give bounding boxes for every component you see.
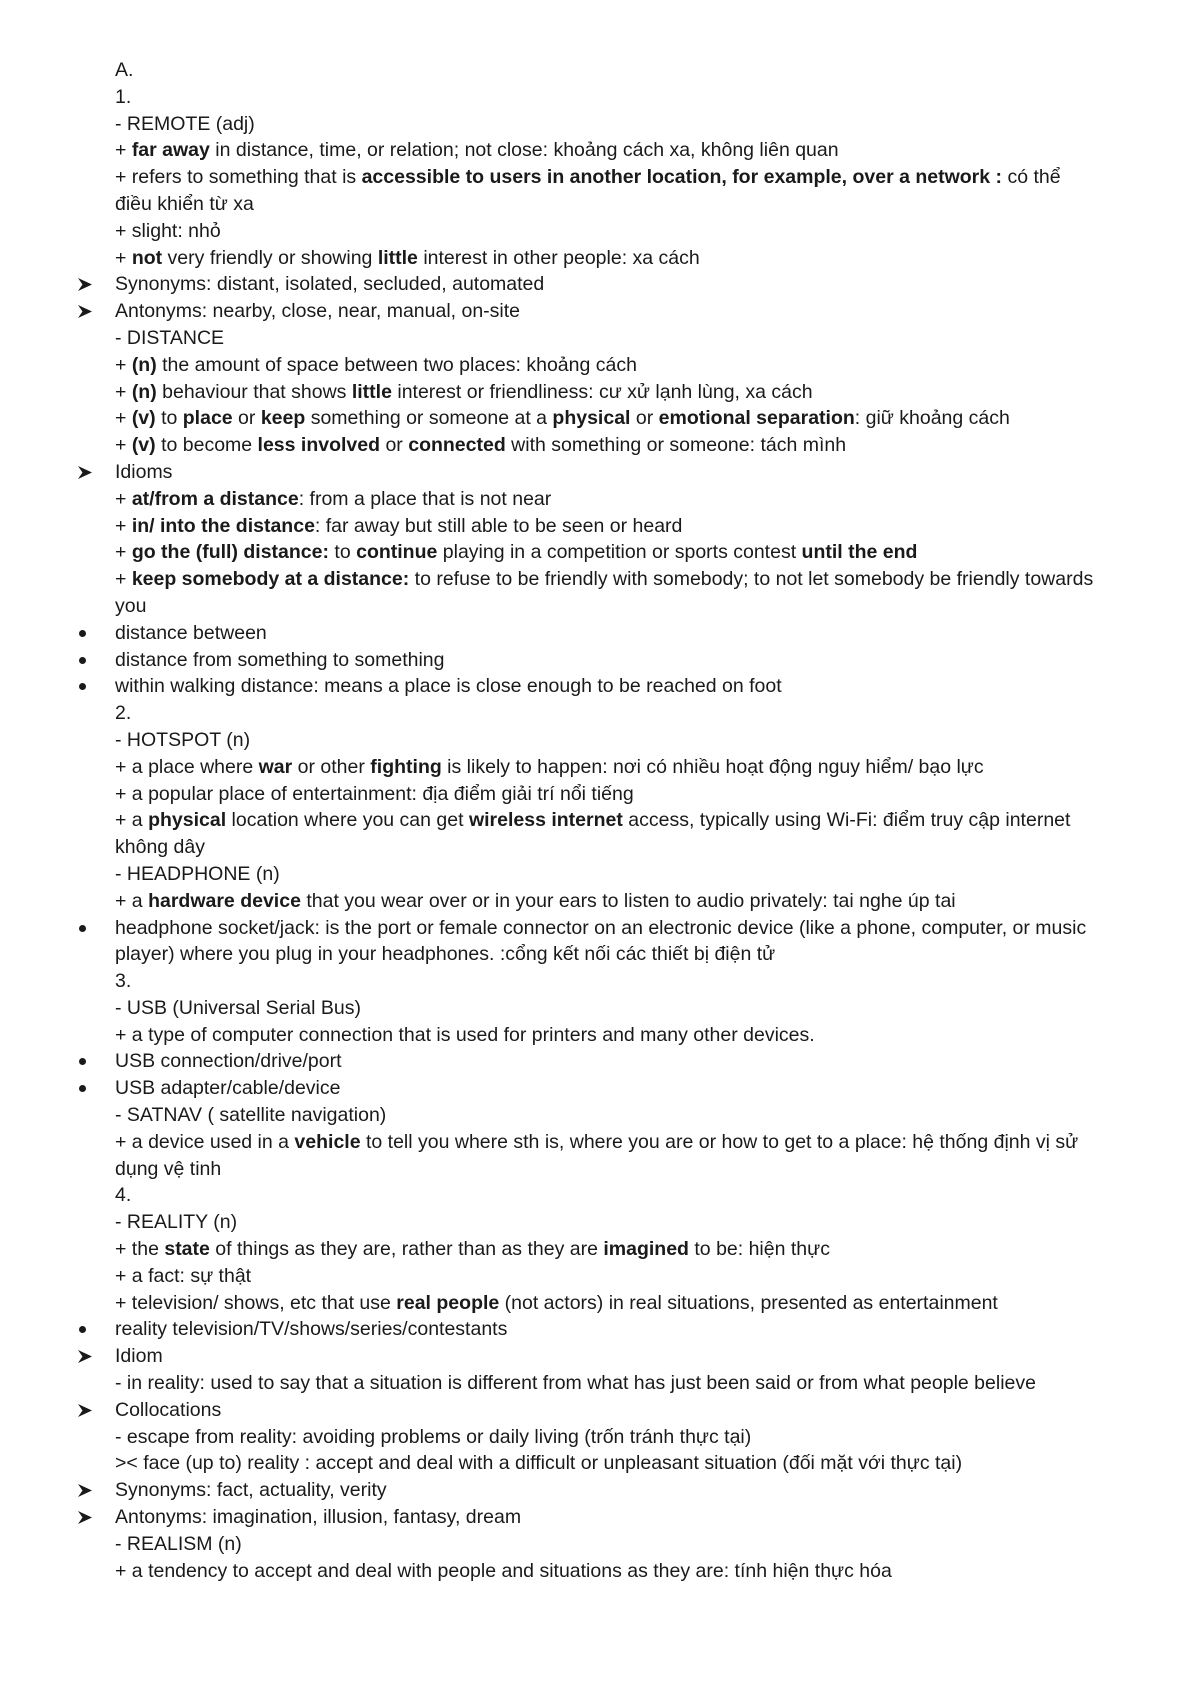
bold-text: far away (131, 139, 210, 162)
text-run: USB connection/drive/port (115, 1050, 342, 1073)
text-line (0, 1290, 1200, 1317)
text-run: to become (155, 434, 258, 457)
text-run: + the (115, 1238, 165, 1261)
bold-text: continue (356, 541, 438, 564)
text-run: in distance, time, or relation; not close: khoảng cách xa, không liên quan (209, 139, 839, 162)
text-line (0, 137, 1200, 164)
text-line (0, 84, 1200, 111)
text-run: - SATNAV ( satellite navigation) (115, 1104, 387, 1127)
arrow-list-item (0, 1397, 1200, 1424)
bold-text: at/from a distance (131, 487, 299, 510)
bold-text: imagined (603, 1238, 689, 1261)
text-run: interest or friendliness: cư xử lạnh lùng, xa cách (391, 380, 813, 403)
text-run: + refers to something that is (115, 166, 362, 189)
text-run: that you wear over or in your ears to listen to audio privately: tai nghe úp tai (300, 889, 956, 912)
bold-text: (v) (131, 434, 156, 457)
text-line (0, 781, 1200, 808)
bullet-list-item (0, 1075, 1200, 1102)
text-line (0, 1263, 1200, 1290)
text-line (0, 700, 1200, 727)
bold-text: hardware device (148, 889, 301, 912)
text-run: + a (115, 889, 149, 912)
text-run: with something or someone: tách mình (505, 434, 847, 457)
text-run: 1. (115, 85, 132, 108)
text-run: or (630, 407, 659, 430)
text-run: - REMOTE (adj) (115, 112, 255, 135)
text-line (0, 968, 1200, 995)
text-line (0, 727, 1200, 754)
text-run: 4. (115, 1184, 132, 1207)
text-line (0, 1209, 1200, 1236)
text-run: distance between (115, 621, 267, 644)
text-run: - escape from reality: avoiding problems or daily living (trốn tránh thực tại) (115, 1425, 752, 1448)
arrow-list-item (0, 298, 1200, 325)
text-run: : giữ khoảng cách (854, 407, 1010, 430)
text-run: or (232, 407, 261, 430)
bold-text: less involved (257, 434, 381, 457)
text-run: Collocations (115, 1398, 222, 1421)
text-run: playing in a competition or sports contest (437, 541, 802, 564)
text-run: + television/ shows, etc that use (115, 1291, 397, 1314)
bold-text: keep (260, 407, 306, 430)
bold-text: accessible to users in another location, for example, over a network : (361, 166, 1003, 189)
bullet-list-item (0, 1048, 1200, 1075)
bold-text: vehicle (294, 1130, 361, 1153)
text-run: to (328, 541, 357, 564)
bold-text: connected (408, 434, 506, 457)
text-run: Idiom (115, 1345, 163, 1368)
bold-text: real people (396, 1291, 500, 1314)
text-run: is likely to happen: nơi có nhiều hoạt động nguy hiểm/ bạo lực (441, 755, 984, 778)
text-run: to be: hiện thực (688, 1238, 830, 1261)
text-line (0, 1450, 1200, 1477)
text-line (0, 1236, 1200, 1263)
text-run: - DISTANCE (115, 326, 225, 349)
bold-text: physical (552, 407, 631, 430)
text-run: + slight: nhỏ (115, 219, 221, 242)
text-run: : far away but still able to be seen or heard (314, 514, 683, 537)
bold-text: (n) (131, 380, 157, 403)
text-line (0, 1370, 1200, 1397)
text-run: very friendly or showing (162, 246, 378, 269)
text-line (0, 57, 1200, 84)
text-run: - REALISM (n) (115, 1532, 242, 1555)
text-run: + (115, 487, 132, 510)
text-line (0, 1531, 1200, 1558)
text-line (0, 513, 1200, 540)
bold-text: emotional separation (658, 407, 855, 430)
text-run: 2. (115, 702, 132, 725)
text-run: something or someone at a (305, 407, 553, 430)
text-run: + (115, 407, 132, 430)
text-run: - HOTSPOT (n) (115, 728, 251, 751)
text-line (0, 1424, 1200, 1451)
bold-text: in/ into the distance (131, 514, 315, 537)
text-run: + (115, 434, 132, 457)
text-run: 3. (115, 970, 132, 993)
text-run: + (115, 246, 132, 269)
text-run: Synonyms: distant, isolated, secluded, automated (115, 273, 545, 296)
text-run: to refuse to be friendly with somebody; to not let somebody be friendly towards you (115, 568, 1094, 617)
text-line (0, 1022, 1200, 1049)
bold-text: (v) (131, 407, 156, 430)
text-run: + (115, 353, 132, 376)
arrow-list-item (0, 1343, 1200, 1370)
bold-text: little (351, 380, 392, 403)
text-run: - REALITY (n) (115, 1211, 238, 1234)
text-run: : from a place that is not near (298, 487, 552, 510)
bold-text: wireless internet (468, 809, 623, 832)
text-run: - HEADPHONE (n) (115, 862, 280, 885)
bold-text: (n) (131, 353, 157, 376)
text-line (0, 888, 1200, 915)
text-run: + a fact: sự thật (115, 1264, 252, 1287)
text-run: có thể điều khiển từ xa (115, 166, 1061, 215)
bullet-list-item (0, 915, 1200, 969)
text-run: - USB (Universal Serial Bus) (115, 996, 361, 1019)
text-line (0, 245, 1200, 272)
text-run: of things as they are, rather than as they are (209, 1238, 604, 1261)
text-line (0, 352, 1200, 379)
bold-text: state (164, 1238, 210, 1261)
text-run: interest in other people: xa cách (417, 246, 700, 269)
text-run: within walking distance: means a place is close enough to be reached on foot (115, 675, 782, 698)
text-line (0, 325, 1200, 352)
text-run: + (115, 139, 132, 162)
text-run: distance from something to something (115, 648, 445, 671)
text-run: A. (115, 59, 134, 81)
arrow-list-item (0, 271, 1200, 298)
text-line (0, 164, 1200, 218)
text-run: Synonyms: fact, actuality, verity (115, 1479, 387, 1502)
bold-text: until the end (801, 541, 918, 564)
text-run: the amount of space between two places: khoảng cách (156, 353, 637, 376)
text-line (0, 995, 1200, 1022)
bullet-list-item (0, 673, 1200, 700)
arrow-list-item (0, 1504, 1200, 1531)
text-line (0, 486, 1200, 513)
bold-text: war (258, 755, 293, 778)
text-run: - in reality: used to say that a situation is different from what has just been said or from what people believe (115, 1372, 1036, 1395)
text-run: + (115, 568, 132, 591)
bold-text: fighting (370, 755, 442, 778)
text-line (0, 1102, 1200, 1129)
text-line (0, 539, 1200, 566)
text-line (0, 1558, 1200, 1585)
text-run: Antonyms: nearby, close, near, manual, on-site (115, 300, 521, 323)
bold-text: little (377, 246, 418, 269)
text-run: + a place where (115, 755, 259, 778)
bullet-list-item (0, 1316, 1200, 1343)
bold-text: go the (full) distance: (131, 541, 329, 564)
text-line (0, 1129, 1200, 1183)
text-run: or (380, 434, 409, 457)
text-run: reality television/TV/shows/series/contestants (115, 1318, 508, 1341)
text-line (0, 1182, 1200, 1209)
text-run: behaviour that shows (156, 380, 352, 403)
text-run: + a device used in a (115, 1130, 295, 1153)
text-run: Idioms (115, 460, 173, 483)
text-run: (not actors) in real situations, presented as entertainment (499, 1291, 998, 1314)
text-line (0, 111, 1200, 138)
text-line (0, 432, 1200, 459)
arrow-list-item (0, 1477, 1200, 1504)
text-line (0, 566, 1200, 620)
bullet-list-item (0, 620, 1200, 647)
document-body (0, 57, 1200, 1584)
text-run: Antonyms: imagination, illusion, fantasy, dream (115, 1506, 522, 1529)
text-run: or other (292, 755, 371, 778)
text-run: headphone socket/jack: is the port or female connector on an electronic device (like a phone, computer, or music player) where you plug in your headphones. :cổng kết nối các thiết bị điện tử (115, 916, 1087, 966)
text-run: + a tendency to accept and deal with people and situations as they are: tính hiện thực hóa (115, 1559, 892, 1582)
text-line (0, 405, 1200, 432)
text-run: + (115, 380, 132, 403)
text-line (0, 218, 1200, 245)
text-run: to (155, 407, 183, 430)
text-run: USB adapter/cable/device (115, 1077, 341, 1100)
text-run: >< face (up to) reality : accept and deal with a difficult or unpleasant situation (đối mặt với thực tại) (115, 1452, 963, 1475)
bullet-list-item (0, 647, 1200, 674)
bold-text: place (182, 407, 233, 430)
text-run: + (115, 514, 132, 537)
text-run: + (115, 541, 132, 564)
text-run: + a popular place of entertainment: địa điểm giải trí nổi tiếng (115, 782, 634, 805)
bold-text: not (131, 246, 163, 269)
text-line (0, 861, 1200, 888)
text-run: access, typically using Wi-Fi: điểm truy cập internet không dây (115, 809, 1071, 859)
text-line (0, 754, 1200, 781)
text-run: location where you can get (226, 809, 469, 832)
bold-text: physical (148, 809, 227, 832)
text-run: + a (115, 809, 149, 832)
bold-text: keep somebody at a distance: (131, 568, 410, 591)
text-run: + a type of computer connection that is used for printers and many other devices. (115, 1023, 815, 1046)
arrow-list-item (0, 459, 1200, 486)
text-run: to tell you where sth is, where you are or how to get to a place: hệ thống định vị sử dụng vệ tinh (115, 1130, 1079, 1180)
text-line (0, 807, 1200, 861)
text-line (0, 379, 1200, 406)
